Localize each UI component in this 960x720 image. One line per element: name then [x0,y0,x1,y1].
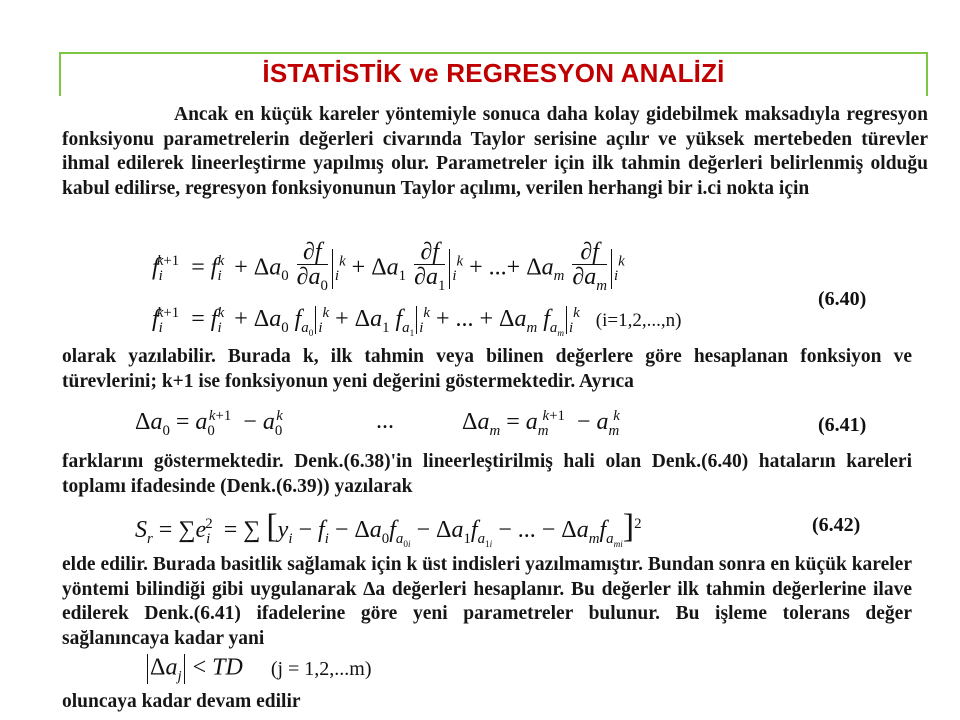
equation-6-42: $S_r = \sum e_i^2$ = ∑ [$y_i - f_i - \Delta a_0f_{a_{0i}} - \Delta a_1f_{a_{1i}}$ − ... − $\Delta a_mf_{a_{mi}}]^2$ [135,508,642,549]
equation-6-40-range: (i=1,2,...,n) [595,310,682,331]
slide-title: İSTATİSTİK ve REGRESYON ANALİZİ [262,58,725,88]
equation-6-41-dots: ... [376,408,394,434]
equation-6-41-number: (6.41) [818,414,867,436]
paragraph-2: olarak yazılabilir. Burada k, ilk tahmin veya bilinen değerlere göre hesaplanan fonksiyon ve türevlerini; k+1 ise fonksiyonun yeni değerini göstermektedir. Ayrıca [62,346,912,392]
paragraph-3: farklarını göstermektedir. Denk.(6.38)'in lineerleştirilmiş hali olan Denk.(6.40) hataların kareleri toplamı ifadesinde (Denk.(6.39)) yazılarak [62,451,912,497]
equation-6-42-number: (6.42) [812,514,861,536]
equation-6-41-right: $\Delta a_m = a_m^{k+1} - a_m^k$ [462,408,620,439]
slide-title-box [59,52,928,96]
paragraph-1: Ancak en küçük kareler yöntemiyle sonuca daha kolay gidebilmek maksadıyla regresyon fonksiyonu parametrelerin değerleri civarında Taylor serisine açılır ve yüksek mertebeden türevler ihmal edilerek lineerleştirme yapılmış olur. Parametreler için ilk tahmin değerleri belirlenmiş olduğu kabul edilirse, regresyon fonksiyonunun Taylor açılımı, verilen herhangi bir i.ci nokta için [62,104,928,199]
equation-6-40-line1: $f_i^{k+1} = f_i^k + \Delta a_0$ $\frac{\partial f}{\partial a_0}$ $_i^k + \Delta a_1$ $\frac{\partial f}{\partial a_1}$ $_i^k$ + ...+ $\Delta a_m$ $\frac{\partial f}{\partial a_m}$ $_i^k$ [152,239,625,294]
equation-tolerance-range: (j = 1,2,...m) [270,657,372,680]
equation-tolerance: $\Delta a_j$ < TD (j = 1,2,...m) [145,654,372,685]
equation-6-40-number: (6.40) [818,288,867,310]
paragraph-4: elde edilir. Burada basitlik sağlamak için k üst indisleri yazılmamıştır. Bundan sonra en küçük kareler yöntemi bilindiği gibi uygulanarak Δa değerleri hesaplanır. Bu değerler ilk tahmin değerlerine ilave edilerek Denk.(6.41) ifadelerine göre yeni parametreler bulunur. Bu işleme tolerans değer sağlanıncaya kadar yani [62,554,912,649]
paragraph-5: oluncaya kadar devam edilir [62,691,301,712]
equation-6-40-line2: $f_i^{k+1} = f_i^k + \Delta a_0$ $f_{a_0}$ $_i^k + \Delta a_1$ $f_{a_1}$ $_i^k$ + ... + $\Delta a_m$ $f_{a_m}$ $_i^k$ (i=1,2,...,n) [152,305,682,338]
equation-6-41-left: $\Delta a_0 = a_0^{k+1} - a_0^k$ [135,408,283,439]
